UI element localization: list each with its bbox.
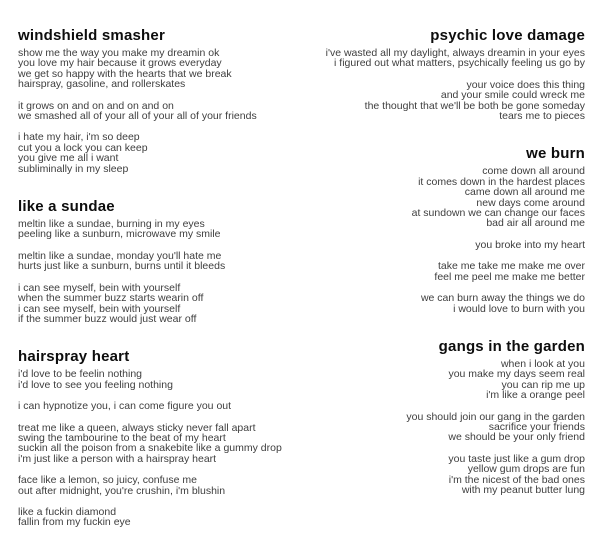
stanza (285, 412, 585, 443)
lyric-line: take me take me make me over (437, 260, 585, 273)
stanza (18, 48, 304, 90)
song-section (285, 145, 585, 313)
lyric-line: out after midnight, you're crushin, i'm blushin (18, 484, 226, 497)
song-section (285, 27, 585, 121)
lyric-line: hairspray, gasoline, and rollerskates (18, 78, 186, 91)
stanza (18, 283, 304, 325)
lyric-line: bad air all around me (486, 217, 585, 230)
lyric-line: you make my days seem real (448, 368, 585, 381)
song-section (18, 348, 304, 527)
lyric-line: when the summer buzz starts wearin off (18, 292, 204, 305)
lyric-line: we can burn away the things we do (420, 292, 585, 305)
lyric-line: i would love to burn with you (453, 302, 585, 315)
lyric-line: face like a lemon, so juicy, confuse me (18, 474, 197, 487)
stanza (285, 261, 585, 282)
song-title: like a sundae (18, 198, 115, 216)
lyric-line: like a fuckin diamond (18, 505, 117, 518)
lyric-line: i've wasted all my daylight, always dreamin in your eyes (325, 47, 585, 59)
lyric-line: subliminally in my sleep (18, 162, 129, 175)
song-section (18, 27, 304, 174)
lyric-line: i'm just like a person with a hairspray heart (18, 452, 217, 465)
lyric-line: feel me peel me make me better (434, 270, 585, 283)
song-title: psychic love damage (430, 27, 585, 44)
stanza (18, 507, 304, 528)
stanza (18, 369, 304, 390)
lyric-line: meltin like a sundae, burning in my eyes (18, 218, 205, 231)
stanza (285, 166, 585, 228)
stanza (18, 401, 304, 411)
lyric-line: it comes down in the hardest places (418, 175, 585, 188)
lyric-line: at sundown we can change our faces (411, 207, 585, 220)
lyric-line: i'm the nicest of the bad ones (448, 473, 585, 486)
lyric-line: new days come around (476, 196, 585, 209)
stanza (285, 454, 585, 496)
lyric-line: come down all around (482, 165, 585, 178)
lyric-line: you can rip me up (501, 378, 585, 391)
lyric-line: treat me like a queen, always sticky never fall apart (18, 421, 256, 434)
lyric-line: i can hypnotize you, i can come figure you out (18, 400, 232, 413)
song-title: gangs in the garden (438, 337, 585, 355)
lyric-line: i can see myself, bein with yourself (18, 281, 181, 294)
song-title: we burn (526, 145, 585, 163)
lyric-line: i figured out what matters, psychically feeling us go by (334, 57, 585, 70)
lyric-line: yellow gum drops are fun (467, 463, 585, 476)
stanza (18, 423, 304, 465)
lyric-line: it grows on and on and on and on (18, 99, 174, 112)
lyric-line: hurts just like a sunburn, burns until it bleeds (18, 260, 226, 273)
lyric-line: with my peanut butter lung (461, 483, 585, 496)
lyric-line: when i look at you (500, 357, 585, 370)
stanza (18, 132, 304, 174)
lyric-line: meltin like a sundae, monday you'll hate me (18, 249, 222, 262)
lyric-line: you broke into my heart (475, 238, 585, 251)
song-section (18, 198, 304, 324)
lyric-line: you should join our gang in the garden (406, 410, 585, 423)
lyric-line: swing the tambourine to the beat of my heart (18, 431, 226, 444)
lyric-line: peeling like a sunburn, microwave my smile (18, 228, 221, 241)
lyric-line: fallin from my fuckin eye (18, 516, 131, 529)
stanza (285, 359, 585, 401)
lyric-line: suckin all the poison from a snakebite like a gummy drop (18, 442, 282, 455)
lyric-line: sacrifice your friends (488, 420, 585, 433)
stanza (285, 293, 585, 314)
lyric-line: i'm like a orange peel (486, 389, 585, 402)
lyric-line: i'd love to see you feeling nothing (18, 378, 173, 391)
lyric-line: we smashed all of your all of your all of your friends (18, 110, 257, 123)
lyrics-column-right (285, 27, 585, 519)
stanza (18, 251, 304, 272)
lyric-line: i can see myself, bein with yourself (18, 302, 181, 315)
lyric-line: i hate my hair, i'm so deep (18, 131, 140, 144)
lyric-line: show me the way you make my dreamin ok (18, 47, 220, 59)
lyric-line: and your smile could wreck me (440, 89, 585, 102)
stanza (18, 475, 304, 496)
stanza (18, 101, 304, 122)
lyric-line: you love my hair because it grows everyday (18, 57, 222, 70)
song-section (285, 338, 585, 495)
lyric-line: you give me all i want (18, 152, 119, 165)
stanza (18, 219, 304, 240)
lyric-line: i'd love to be feelin nothing (18, 368, 143, 381)
lyric-line: tears me to pieces (499, 110, 585, 123)
song-title: hairspray heart (18, 348, 130, 366)
stanza (285, 48, 585, 69)
lyric-line: the thought that we'll be both be gone someday (364, 99, 585, 112)
lyric-line: we get so happy with the hearts that we break (18, 67, 232, 80)
stanza (285, 240, 585, 250)
song-title: windshield smasher (18, 27, 165, 44)
stanza (285, 80, 585, 122)
lyric-line: came down all around me (464, 186, 585, 199)
lyric-line: we should be your only friend (448, 431, 585, 444)
lyrics-column-left (18, 27, 304, 545)
lyric-line: your voice does this thing (466, 78, 585, 91)
lyric-line: cut you a lock you can keep (18, 141, 148, 154)
lyric-line: you taste just like a gum drop (448, 452, 585, 465)
lyric-line: if the summer buzz would just wear off (18, 312, 197, 325)
